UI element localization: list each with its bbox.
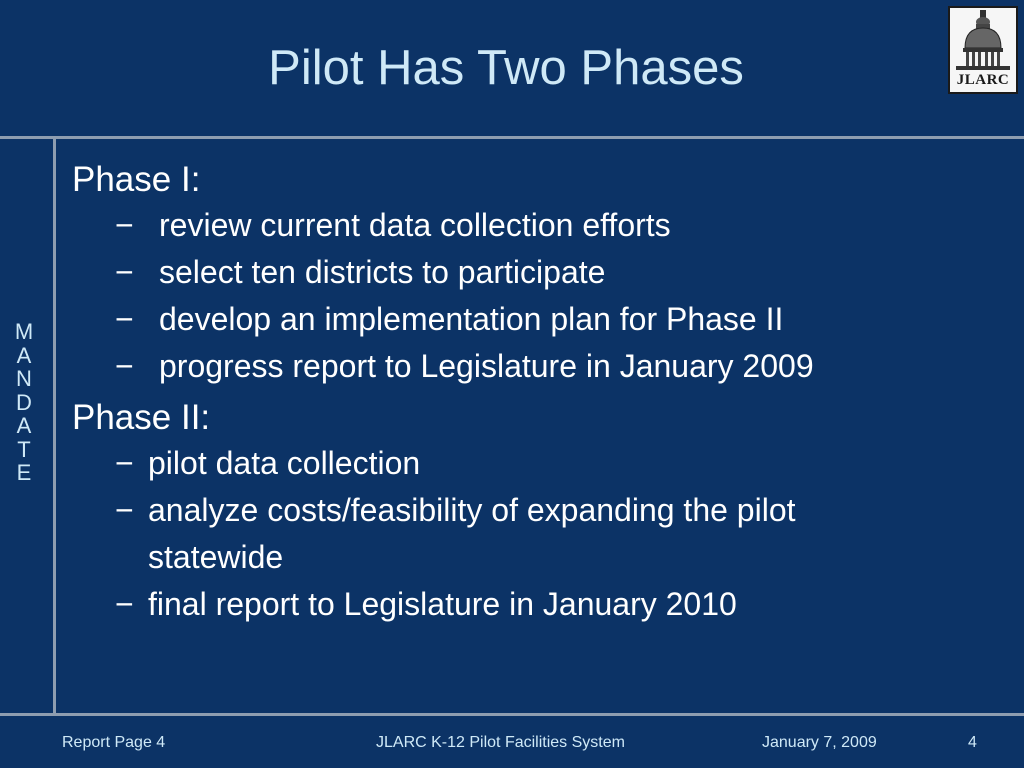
- phase-two-item: [72, 440, 1012, 487]
- slide-title: Pilot Has Two Phases: [268, 41, 744, 95]
- side-label-letter: T: [17, 436, 31, 462]
- side-divider: [53, 139, 56, 713]
- footer-date: January 7, 2009: [762, 734, 877, 751]
- footer-system-name: JLARC K-12 Pilot Facilities System: [376, 734, 625, 751]
- dash-bullet: −: [115, 445, 134, 481]
- footer-slide-number: 4: [968, 734, 977, 751]
- phase-one-item: [72, 249, 1012, 296]
- footer-divider: [0, 713, 1024, 716]
- bullet-text: final report to Legislature in January 2010: [148, 586, 737, 622]
- logo-text: JLARC: [956, 72, 1010, 88]
- phase-two-item: [72, 581, 1012, 628]
- side-label-letter: A: [16, 413, 32, 438]
- bullet-text: analyze costs/feasibility of expanding the pilot: [148, 492, 796, 528]
- bullet-text: select ten districts to participate: [159, 254, 606, 290]
- header-divider: [0, 136, 1024, 139]
- phase-two-item-continuation: [72, 534, 1012, 581]
- side-label-letter: M: [14, 319, 34, 344]
- bullet-text: progress report to Legislature in January 2009: [159, 348, 814, 384]
- phase-one-item: [72, 202, 1012, 249]
- phase-one-heading: Phase I:: [72, 160, 201, 199]
- phase-two-item: [72, 487, 1012, 534]
- slide-body: [72, 158, 1012, 628]
- side-label-letter: D: [16, 389, 32, 415]
- dash-bullet: −: [115, 586, 134, 622]
- dash-bullet: −: [115, 492, 134, 528]
- phase-one-item: [72, 296, 1012, 343]
- dash-bullet: −: [115, 207, 134, 243]
- phase-one-section: [72, 158, 1012, 390]
- bullet-text: develop an implementation plan for Phase II: [159, 301, 784, 337]
- side-label-letter: A: [16, 342, 32, 368]
- footer-report-page: Report Page 4: [62, 734, 166, 751]
- phase-one-item: [72, 343, 1012, 390]
- phase-two-section: [72, 396, 1012, 628]
- side-label-letter: N: [16, 366, 32, 391]
- dash-bullet: −: [115, 301, 134, 337]
- side-label-letter: E: [16, 460, 32, 485]
- phase-two-heading: Phase II:: [72, 398, 211, 437]
- bullet-text: pilot data collection: [148, 445, 421, 481]
- side-label-mandate: [10, 320, 38, 485]
- dash-bullet: −: [115, 254, 134, 290]
- dash-bullet: −: [115, 348, 134, 384]
- jlarc-logo: [948, 6, 1018, 94]
- bullet-text: review current data collection efforts: [159, 207, 671, 243]
- bullet-text: statewide: [148, 539, 284, 575]
